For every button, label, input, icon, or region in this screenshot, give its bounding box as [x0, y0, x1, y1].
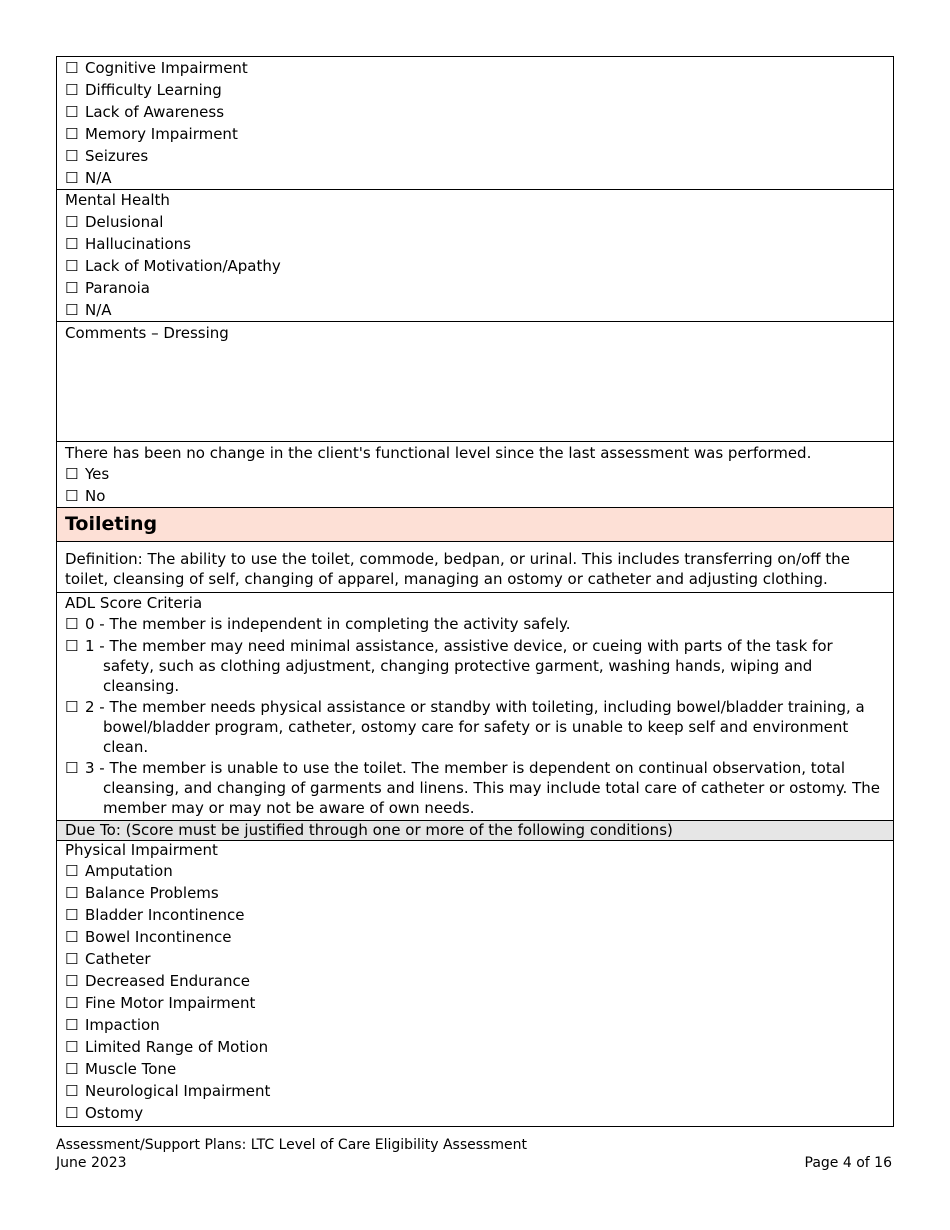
checkbox-ostomy[interactable]: ☐ Ostomy — [65, 1104, 144, 1122]
footer-date: June 2023 — [56, 1155, 127, 1171]
checkbox-fine-motor-impairment[interactable]: ☐ Fine Motor Impairment — [65, 994, 256, 1012]
checkbox-icon: ☐ — [65, 862, 79, 880]
checkbox-lack-of-motivation[interactable]: ☐ Lack of Motivation/Apathy — [65, 257, 281, 275]
checkbox-icon: ☐ — [65, 994, 79, 1012]
checkbox-difficulty-learning[interactable]: ☐ Difficulty Learning — [65, 81, 222, 99]
no-change-section — [57, 443, 893, 508]
checkbox-icon: ☐ — [65, 928, 79, 946]
checkbox-icon: ☐ — [65, 125, 79, 143]
comments-dressing-label: Comments – Dressing — [65, 324, 229, 342]
checkbox-icon: ☐ — [65, 81, 79, 99]
checkbox-icon: ☐ — [65, 279, 79, 297]
checkbox-paranoia[interactable]: ☐ Paranoia — [65, 279, 150, 297]
checkbox-amputation[interactable]: ☐ Amputation — [65, 862, 173, 880]
checkbox-icon: ☐ — [65, 759, 79, 777]
checkbox-icon: ☐ — [65, 301, 79, 319]
checkbox-icon: ☐ — [65, 972, 79, 990]
checkbox-icon: ☐ — [65, 257, 79, 275]
checkbox-icon: ☐ — [65, 1038, 79, 1056]
comments-dressing-field[interactable] — [57, 322, 893, 442]
checkbox-delusional[interactable]: ☐ Delusional — [65, 213, 164, 231]
cognitive-section — [57, 57, 893, 190]
checkbox-icon: ☐ — [65, 487, 79, 505]
checkbox-balance-problems[interactable]: ☐ Balance Problems — [65, 884, 219, 902]
mental-health-title: Mental Health — [65, 191, 170, 209]
due-to-note: Due To: (Score must be justified through one or more of the following conditions) — [57, 821, 893, 841]
checkbox-icon: ☐ — [65, 59, 79, 77]
checkbox-score-2[interactable]: ☐ 2 - The member needs physical assistance or standby with toileting, including bowel/bladder training, a bowel/bladder program, catheter, ostomy care for safety or is unable to keep self and environment clean. — [65, 698, 865, 756]
physical-impairment-title: Physical Impairment — [65, 841, 218, 859]
checkbox-icon: ☐ — [65, 906, 79, 924]
physical-impairment-section — [57, 841, 893, 1127]
checkbox-cognitive-impairment[interactable]: ☐ Cognitive Impairment — [65, 59, 248, 77]
checkbox-icon: ☐ — [65, 698, 79, 716]
checkbox-icon: ☐ — [65, 1016, 79, 1034]
adl-score-criteria-section — [57, 593, 893, 821]
checkbox-yes[interactable]: ☐ Yes — [65, 465, 110, 483]
checkbox-icon: ☐ — [65, 615, 79, 633]
checkbox-limited-range-of-motion[interactable]: ☐ Limited Range of Motion — [65, 1038, 269, 1056]
toileting-section-header: Toileting — [57, 508, 893, 542]
checkbox-icon: ☐ — [65, 169, 79, 187]
checkbox-icon: ☐ — [65, 235, 79, 253]
footer-bottom-row — [56, 1154, 892, 1172]
checkbox-memory-impairment[interactable]: ☐ Memory Impairment — [65, 125, 238, 143]
checkbox-muscle-tone[interactable]: ☐ Muscle Tone — [65, 1060, 177, 1078]
checkbox-icon: ☐ — [65, 950, 79, 968]
checkbox-hallucinations[interactable]: ☐ Hallucinations — [65, 235, 191, 253]
checkbox-score-3[interactable]: ☐ 3 - The member is unable to use the toilet. The member is dependent on continual observation, total cleansing, and changing of garments and linens. This may include total care of catheter or ostomy. The member may or may not be aware of own needs. — [65, 759, 880, 817]
no-change-question: There has been no change in the client's functional level since the last assessment was performed. — [65, 444, 812, 462]
checkbox-icon: ☐ — [65, 1104, 79, 1122]
checkbox-no[interactable]: ☐ No — [65, 487, 106, 505]
mental-health-section — [57, 190, 893, 322]
checkbox-icon: ☐ — [65, 465, 79, 483]
checkbox-decreased-endurance[interactable]: ☐ Decreased Endurance — [65, 972, 250, 990]
checkbox-icon: ☐ — [65, 147, 79, 165]
checkbox-icon: ☐ — [65, 213, 79, 231]
footer-doc-title: Assessment/Support Plans: LTC Level of Care Eligibility Assessment — [56, 1137, 527, 1153]
checkbox-bladder-incontinence[interactable]: ☐ Bladder Incontinence — [65, 906, 245, 924]
checkbox-bowel-incontinence[interactable]: ☐ Bowel Incontinence — [65, 928, 232, 946]
checkbox-neurological-impairment[interactable]: ☐ Neurological Impairment — [65, 1082, 271, 1100]
assessment-form — [56, 56, 894, 1127]
checkbox-mental-health-na[interactable]: ☐ N/A — [65, 301, 112, 319]
checkbox-icon: ☐ — [65, 884, 79, 902]
footer-page-number: Page 4 of 16 — [804, 1155, 892, 1171]
checkbox-score-1[interactable]: ☐ 1 - The member may need minimal assistance, assistive device, or cueing with parts of the task for safety, such as clothing adjustment, changing protective garment, washing hands, wiping and cleansing. — [65, 637, 833, 695]
checkbox-impaction[interactable]: ☐ Impaction — [65, 1016, 160, 1034]
checkbox-icon: ☐ — [65, 637, 79, 655]
checkbox-seizures[interactable]: ☐ Seizures — [65, 147, 149, 165]
checkbox-catheter[interactable]: ☐ Catheter — [65, 950, 151, 968]
checkbox-lack-of-awareness[interactable]: ☐ Lack of Awareness — [65, 103, 225, 121]
checkbox-cognitive-na[interactable]: ☐ N/A — [65, 169, 112, 187]
checkbox-icon: ☐ — [65, 103, 79, 121]
toileting-definition: Definition: The ability to use the toilet, commode, bedpan, or urinal. This includes transferring on/off the toilet, cleansing of self, changing of apparel, managing an ostomy or catheter and adjusting clothing. — [57, 542, 893, 593]
adl-score-criteria-title: ADL Score Criteria — [65, 594, 203, 612]
checkbox-score-0[interactable]: ☐ 0 - The member is independent in completing the activity safely. — [65, 615, 571, 633]
checkbox-icon: ☐ — [65, 1060, 79, 1078]
checkbox-icon: ☐ — [65, 1082, 79, 1100]
